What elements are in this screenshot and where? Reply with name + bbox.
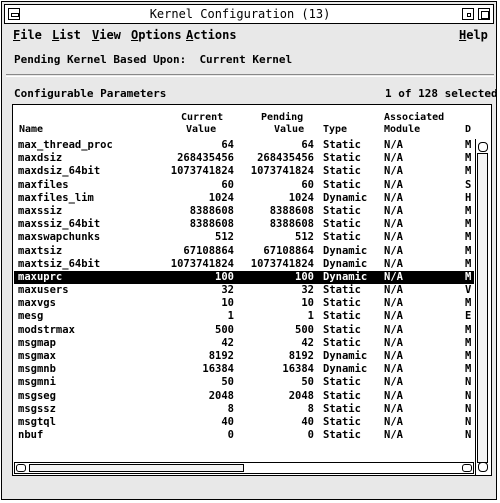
cell-d: M (465, 244, 472, 257)
cell-module: N/A (384, 297, 403, 310)
cell-name: maxtsiz (18, 244, 63, 257)
menu-list[interactable] (52, 28, 81, 42)
cell-current-value: 1024 (208, 191, 234, 204)
cell-module: N/A (384, 363, 403, 376)
cell-d: S (465, 178, 472, 191)
selection-count: 1 of 128 selected (385, 87, 498, 100)
cell-current-value: 10 (221, 297, 234, 310)
cell-module: N/A (384, 165, 403, 178)
cell-pending-value: 1024 (288, 191, 314, 204)
cell-pending-value: 1073741824 (250, 257, 314, 270)
table-row[interactable] (14, 403, 474, 416)
header-d[interactable]: D (465, 124, 472, 135)
cell-d: V (465, 284, 472, 297)
cell-type: Static (323, 336, 361, 349)
cell-d: M (465, 152, 472, 165)
cell-pending-value: 8192 (288, 350, 314, 362)
scroll-up-icon[interactable] (478, 142, 488, 152)
header-pending-line1: Pending (261, 112, 304, 123)
cell-current-value: 67108864 (183, 244, 234, 257)
cell-type: Dynamic (323, 257, 368, 270)
header-module-line2: Module (384, 124, 421, 135)
cell-pending-value: 512 (295, 231, 314, 244)
cell-current-value: 8388608 (189, 218, 234, 231)
horizontal-scroll-thumb[interactable] (29, 464, 244, 472)
cell-d: M (465, 270, 472, 283)
vertical-scrollbar[interactable] (475, 139, 490, 475)
cell-d: M (465, 297, 472, 310)
menu-options-accel: O (131, 28, 139, 42)
cell-type: Static (323, 139, 361, 151)
menu-actions-accel: A (186, 28, 194, 42)
scroll-left-icon[interactable] (16, 464, 26, 472)
cell-type: Static (323, 178, 361, 191)
cell-pending-value: 1 (307, 310, 314, 323)
cell-type: Static (323, 310, 361, 323)
cell-module: N/A (384, 284, 403, 297)
cell-current-value: 268435456 (177, 152, 234, 165)
cell-current-value: 50 (221, 376, 234, 389)
menu-help-rest: elp (466, 28, 488, 42)
cell-current-value: 8 (227, 402, 234, 415)
cell-type: Static (323, 297, 361, 310)
cell-module: N/A (384, 204, 403, 217)
table-row[interactable] (14, 231, 474, 244)
cell-name: maxfiles_lim (18, 191, 94, 204)
cell-d: M (465, 336, 472, 349)
pending-label: Pending Kernel Based Upon: (14, 53, 187, 66)
cell-name: msgmax (18, 350, 56, 362)
cell-type: Static (323, 402, 361, 415)
cell-name: msgmni (18, 376, 56, 389)
cell-name: nbuf (18, 429, 44, 442)
cell-d: H (465, 191, 472, 204)
cell-module: N/A (384, 191, 403, 204)
table-row[interactable] (14, 179, 474, 192)
table-row-selected[interactable] (14, 271, 474, 284)
menu-list-accel: L (52, 28, 60, 42)
section-title: Configurable Parameters (14, 87, 167, 100)
cell-pending-value: 42 (301, 336, 314, 349)
menu-file[interactable] (13, 28, 42, 42)
table-row[interactable] (14, 363, 474, 376)
cell-current-value: 512 (215, 231, 234, 244)
table-row[interactable] (14, 165, 474, 178)
parameters-list[interactable] (12, 104, 492, 476)
cell-module: N/A (384, 389, 403, 402)
cell-name: maxdsiz_64bit (18, 165, 101, 178)
cell-module: N/A (384, 350, 403, 362)
cell-type: Dynamic (323, 363, 368, 376)
cell-name: modstrmax (18, 323, 75, 336)
cell-current-value: 500 (215, 323, 234, 336)
window-menu-icon[interactable] (8, 8, 20, 20)
cell-type: Static (323, 323, 361, 336)
cell-d: M (465, 204, 472, 217)
cell-type: Static (323, 429, 361, 442)
menu-view[interactable] (92, 28, 121, 42)
menu-options-rest: ptions (138, 28, 182, 42)
cell-current-value: 60 (221, 178, 234, 191)
cell-pending-value: 40 (301, 415, 314, 428)
cell-current-value: 1073741824 (170, 257, 234, 270)
cell-type: Static (323, 165, 361, 178)
cell-d: M (465, 139, 472, 151)
cell-name: msgmap (18, 336, 56, 349)
table-row[interactable] (14, 205, 474, 218)
maximize-icon[interactable] (478, 8, 490, 20)
cell-pending-value: 64 (301, 139, 314, 151)
cell-pending-value: 60 (301, 178, 314, 191)
table-row[interactable] (14, 350, 474, 363)
table-row[interactable] (14, 416, 474, 429)
cell-module: N/A (384, 402, 403, 415)
cell-pending-value: 8388608 (269, 204, 314, 217)
scroll-down-icon[interactable] (478, 462, 488, 472)
header-pending[interactable] (261, 112, 304, 136)
cell-current-value: 1073741824 (170, 165, 234, 178)
table-row[interactable] (14, 258, 474, 271)
cell-current-value: 100 (215, 270, 234, 283)
table-row[interactable] (14, 337, 474, 350)
cell-current-value: 8388608 (189, 204, 234, 217)
pending-value: Current Kernel (199, 53, 293, 66)
cell-module: N/A (384, 376, 403, 389)
cell-type: Static (323, 204, 361, 217)
cell-type: Static (323, 284, 361, 297)
cell-current-value: 1 (227, 310, 234, 323)
cell-type: Dynamic (323, 270, 368, 283)
cell-pending-value: 10 (301, 297, 314, 310)
cell-pending-value: 2048 (288, 389, 314, 402)
header-current-line1: Current (181, 112, 224, 123)
menu-actions-rest: ctions (193, 28, 237, 42)
cell-type: Dynamic (323, 244, 368, 257)
table-row[interactable] (14, 245, 474, 258)
cell-module: N/A (384, 323, 403, 336)
cell-d: M (465, 323, 472, 336)
cell-d: E (465, 310, 472, 323)
table-row[interactable] (14, 297, 474, 310)
cell-pending-value: 100 (295, 270, 314, 283)
cell-module: N/A (384, 270, 403, 283)
cell-module: N/A (384, 429, 403, 442)
cell-pending-value: 268435456 (257, 152, 314, 165)
menu-help-accel: H (459, 28, 467, 42)
cell-module: N/A (384, 178, 403, 191)
cell-name: mesg (18, 310, 44, 323)
cell-module: N/A (384, 310, 403, 323)
header-current[interactable] (181, 112, 223, 136)
cell-type: Static (323, 389, 361, 402)
cell-current-value: 32 (221, 284, 234, 297)
cell-d: M (465, 165, 472, 178)
menu-options[interactable] (131, 28, 182, 42)
cell-type: Dynamic (323, 191, 368, 204)
cell-name: maxdsiz (18, 152, 63, 165)
cell-name: maxuprc (18, 270, 63, 283)
menu-actions[interactable] (186, 28, 237, 42)
cell-name: maxswapchunks (18, 231, 101, 244)
cell-current-value: 16384 (202, 363, 234, 376)
menu-list-rest: ist (59, 28, 81, 42)
cell-module: N/A (384, 218, 403, 231)
cell-current-value: 8192 (208, 350, 234, 362)
horizontal-scrollbar[interactable] (14, 462, 474, 474)
window-title: Kernel Configuration (13) (149, 7, 331, 21)
cell-module: N/A (384, 152, 403, 165)
menu-view-rest: iew (99, 28, 121, 42)
cell-pending-value: 50 (301, 376, 314, 389)
cell-type: Static (323, 218, 361, 231)
cell-pending-value: 8388608 (269, 218, 314, 231)
table-row[interactable] (14, 192, 474, 205)
menu-file-rest: ile (20, 28, 42, 42)
table-row[interactable] (14, 310, 474, 323)
cell-name: maxusers (18, 284, 69, 297)
cell-type: Dynamic (323, 350, 368, 362)
cell-d: M (465, 218, 472, 231)
table-row[interactable] (14, 218, 474, 231)
cell-type: Static (323, 415, 361, 428)
cell-d: M (465, 231, 472, 244)
menu-bar (7, 27, 492, 45)
header-module-line1: Associated (384, 112, 445, 123)
cell-current-value: 0 (227, 429, 234, 442)
cell-d: M (465, 257, 472, 270)
cell-name: msgtql (18, 415, 56, 428)
cell-pending-value: 67108864 (263, 244, 314, 257)
cell-name: maxssiz_64bit (18, 218, 101, 231)
cell-pending-value: 8 (307, 402, 314, 415)
table-row[interactable] (14, 324, 474, 337)
scroll-right-icon[interactable] (462, 464, 472, 472)
cell-current-value: 64 (221, 139, 234, 151)
divider-highlight (6, 76, 494, 77)
cell-pending-value: 32 (301, 284, 314, 297)
cell-d: N (465, 389, 472, 402)
cell-module: N/A (384, 139, 403, 151)
cell-d: M (465, 350, 472, 362)
cell-pending-value: 0 (307, 429, 314, 442)
cell-name: maxssiz (18, 204, 63, 217)
cell-pending-value: 1073741824 (250, 165, 314, 178)
cell-d: N (465, 429, 472, 442)
cell-current-value: 2048 (208, 389, 234, 402)
cell-current-value: 42 (221, 336, 234, 349)
vertical-scroll-thumb[interactable] (477, 153, 488, 463)
cell-type: Static (323, 152, 361, 165)
cell-pending-value: 500 (295, 323, 314, 336)
cell-type: Static (323, 231, 361, 244)
header-type[interactable]: Type (323, 124, 348, 135)
cell-name: msgmnb (18, 363, 56, 376)
cell-current-value: 40 (221, 415, 234, 428)
cell-name: maxvgs (18, 297, 56, 310)
table-body (14, 139, 474, 442)
cell-name: msgseg (18, 389, 56, 402)
cell-d: N (465, 415, 472, 428)
cell-module: N/A (384, 231, 403, 244)
cell-type: Static (323, 376, 361, 389)
table-row[interactable] (14, 390, 474, 403)
menu-view-accel: V (92, 28, 100, 42)
cell-d: N (465, 402, 472, 415)
cell-module: N/A (384, 257, 403, 270)
menu-file-accel: F (13, 28, 21, 42)
header-pending-line2: Value (274, 124, 305, 135)
table-row[interactable] (14, 284, 474, 297)
table-row[interactable] (14, 376, 474, 389)
cell-name: maxfiles (18, 178, 69, 191)
cell-name: max_thread_proc (18, 139, 113, 151)
menu-help[interactable] (459, 28, 488, 42)
table-row[interactable] (14, 152, 474, 165)
minimize-icon[interactable] (462, 8, 474, 20)
header-name[interactable]: Name (19, 124, 44, 135)
header-module[interactable] (384, 112, 444, 136)
divider (6, 74, 494, 75)
title-bar[interactable] (4, 4, 494, 24)
table-row[interactable] (14, 139, 474, 152)
cell-name: msgssz (18, 402, 56, 415)
kernel-config-window (1, 1, 497, 500)
header-current-line2: Value (186, 124, 217, 135)
cell-d: N (465, 376, 472, 389)
cell-module: N/A (384, 415, 403, 428)
cell-name: maxtsiz_64bit (18, 257, 101, 270)
table-row[interactable] (14, 429, 474, 442)
cell-pending-value: 16384 (282, 363, 314, 376)
cell-module: N/A (384, 336, 403, 349)
pending-kernel-line (14, 53, 292, 66)
cell-d: M (465, 363, 472, 376)
cell-module: N/A (384, 244, 403, 257)
